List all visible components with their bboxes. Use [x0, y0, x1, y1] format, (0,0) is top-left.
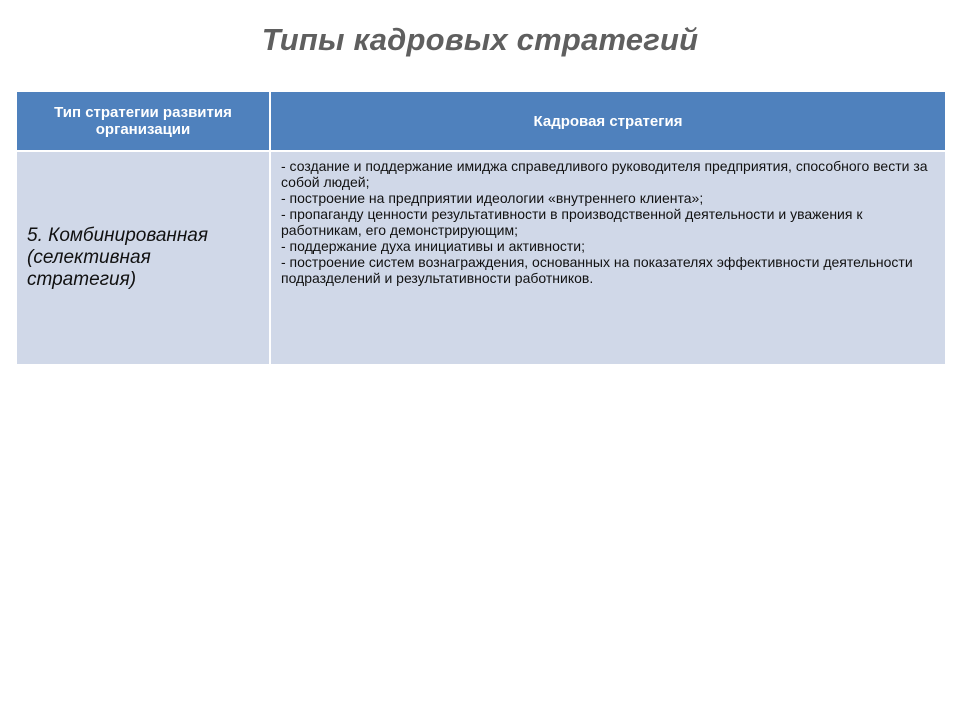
strategy-table	[15, 90, 947, 366]
header-hr-strategy: Кадровая стратегия	[270, 91, 946, 151]
header-strategy-type: Тип стратегии развития организации	[16, 91, 270, 151]
strategy-item: - создание и поддержание имиджа справедливого руководителя предприятия, способного вести за собой людей;	[281, 158, 928, 190]
cell-strategy-type: 5. Комбинированная (селективная стратегия)	[16, 151, 270, 365]
strategy-item: - пропаганду ценности результативности в производственной деятельности и уважения к работникам, его демонстрирующим;	[281, 206, 863, 238]
cell-hr-strategy	[270, 151, 946, 365]
table-row	[16, 151, 946, 365]
strategy-item: - построение на предприятии идеологии «внутреннего клиента»;	[281, 190, 704, 206]
table-header-row	[16, 91, 946, 151]
strategy-item: - поддержание духа инициативы и активности;	[281, 238, 585, 254]
slide-title: Типы кадровых стратегий	[261, 22, 699, 57]
strategy-item: - построение систем вознаграждения, основанных на показателях эффективности деятельности подразделений и результативности работников.	[281, 254, 913, 286]
